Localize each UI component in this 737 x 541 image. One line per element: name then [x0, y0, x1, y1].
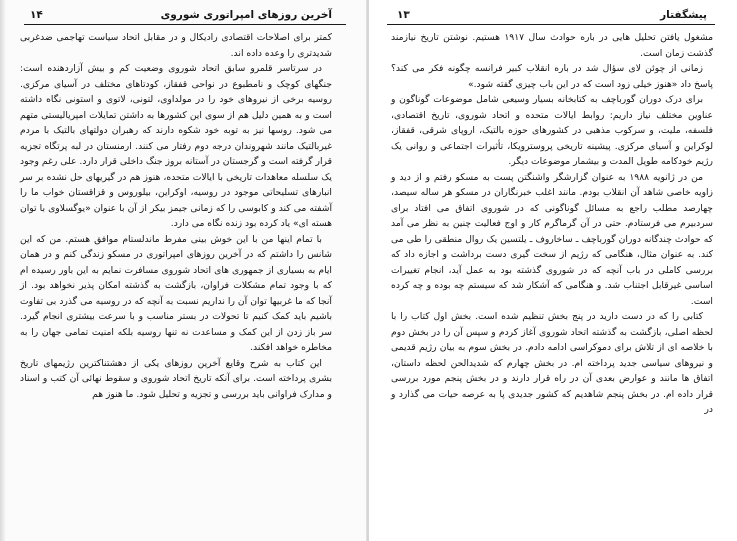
left-page — [0, 0, 368, 541]
page-number: ۱۴ — [30, 9, 43, 21]
running-title: پیشگفتار — [660, 9, 707, 21]
paragraph: زمانی از چوئن لای سؤال شد در باره انقلاب کبیر فرانسه چگونه فکر می کند؟ پاسخ داد «هنوز خیلی زود است که در این باب چیزی گفته شود.» — [391, 63, 713, 90]
right-page — [369, 0, 737, 541]
paragraph: در سرتاسر قلمرو سابق اتحاد شوروی وضعیت کم و بیش آزاردهنده است: جنگهای کوچک و نامطبوع در نواحی قفقاز، کودتاهای مختلف در آسیای مرکزی. روسیه برخی از نیروهای خود را در مولداوی، لتونی، لاتوی و استونی نگاه داشته است و به همین دلیل هم از سوی این کشورها به داشتن تمایلات امپریالیستی متهم می شود. روسها نیز به توبه خود شکوه دارند که رهبران دولتهای بالتیک با مردم غیربالتیک مانند شهروندان درجه دوم رفتار می کنند. ارمنستان در لبه پرتگاه تجزیه قرار گرفته است و گرجستان در آستانه بروز جنگ داخلی قرار دارد. علی رغم وجود یک سلسله معاهدات تاریخی با ایالات متحده، هنوز هم در گیریهای حل نشده بر سر انبارهای تسلیحاتی موجود در روسیه، اوکراین، بیلوروس و قزاقستان خواب ما را آشفته می کند و کابوسی را که زمانی جیمز بیکر از آن با عنوان «یوگسلاوی با توان هسته ای» یاد کرده بود زنده نگاه می دارد. — [20, 63, 332, 229]
paragraph: برای درک دوران گورباچف به کتابخانه بسیار وسیعی شامل موضوعات گوناگون و عناوین مختلف نیاز داریم: روابط ایالات متحده و اتحاد شوروی، تاریخ اقتصادی، فلسفه، ملیت، و سرکوب مذهبی در کشورهای حوزه بالتیک، اروپای شرقی، قفقاز، لوکراین و آسیای مرکزی. پیشینه تاریخی پروسترویکا، تأثیرات اجتماعی و روانی یک رژیم خودکامه طویل المدت و بیشمار موضوعات دیگر. — [391, 94, 713, 167]
page-number: ۱۳ — [397, 9, 410, 21]
paragraph: من در ژانویه ۱۹۸۸ به عنوان گزارشگر واشنگتن پست به مسکو رفتم و از دید و زاویه خاصی شاهد آن انقلاب بودم. مانند اغلب خبرنگاران در مسکو هر ساله سیصد، چهارصد مطلب راجع به مسائل گوناگونی که در شوروی اتفاق می افتاد برای سردبیرم می فرستادم. حتی در آن گرماگرم کار و اوج فعالیت چنین به نظر می آمد که حوادث چندگانه دوران گورباچف ـ ساخاروف ـ یلتسین یک روال منطقی را طی می کند. به عنوان مثال، هنگامی که رژیم از سخت گیری دست برداشت و اجازه داد که بررسی کاملی در باب آنچه که در شوروی گذشته بود به عمل آید، انجام تغییرات اساسی غیرقابل اجتناب شد. و هنگامی که آشکار شد که سیستم چه بوده و چه کرده است. — [391, 171, 713, 307]
paragraph: این کتاب به شرح وقایع آخرین روزهای یکی از دهشتناکترین رژیمهای تاریخ بشری پرداخته است. برای آنکه تاریخ اتحاد شوروی و سقوط نهائی آن کتب و اسناد و مدارک فراوانی باید بررسی و تجزیه و تحلیل شود. ما هنوز هم — [20, 357, 332, 400]
page-body — [20, 30, 332, 402]
paragraph: با تمام اینها من با این خوش بینی مفرط ماندلستام موافق هستم. من که این شانس را داشتم که در آخرین روزهای امپراتوری در مسکو زندگی کنم و در همان ایام به بسیاری از جمهوری های اتحاد شوروی مسافرت نمایم به این باور رسیده ام که با وجود تمام مشکلات فراوان، بازگشت به گذشته امکان پذیر نخواهد بود. از آنجا که ما غربیها توان آن را نداریم نسبت به آنچه که در روسیه می گذرد بی تفاوت باشیم باید کمک کنیم تا تحولات در بستر مناسب و با سرعت بیشتری انجام گیرد. سر باز زدن از این کمک و مساعدت نه تنها روسیه بلکه امنیت تمامی جهان را به مخاطره خواهد افکند. — [20, 233, 332, 353]
header-rule — [24, 24, 346, 25]
header-rule — [387, 24, 715, 25]
running-title: آخرین روزهای امپراتوری شوروی — [160, 9, 332, 21]
page-edge-shadow — [0, 0, 6, 541]
page-body — [391, 30, 713, 418]
paragraph: کمتر برای اصلاحات اقتصادی رادیکال و در مقابل اتحاد سیاست تهاجمی ضدغربی شدیدتری را وعده داده اند. — [20, 32, 332, 59]
paragraph: کتابی را که در دست دارید در پنج بخش تنظیم شده است. بخش اول کتاب را با لحظه اصلی، بازگشت به گذشته اتحاد شوروی آغاز کردم و سپس آن را در بخش دوم با خلاصه ای از تلاش برای دموکراسی ادامه دادم. در بخش سوم به بیان رژیم قدیمی و نیروهای سیاسی جدید پرداخته ام. در بخش چهارم که شدیدالحن لحظه داستان، اتفاق ها مانند و عوارض بعدی آن در راه قرار دارند و در بخش پنجم مورد بررسی قرار داده ام. در بخش پنجم شاهدیم که کشور جدیدی پا به عرصه حیات می گذارد و در — [391, 311, 713, 415]
paragraph: مشغول یافتن تحلیل هایی در باره حوادث سال ۱۹۱۷ هستیم. نوشتن تاریخ نیازمند گذشت زمان است. — [391, 32, 713, 59]
